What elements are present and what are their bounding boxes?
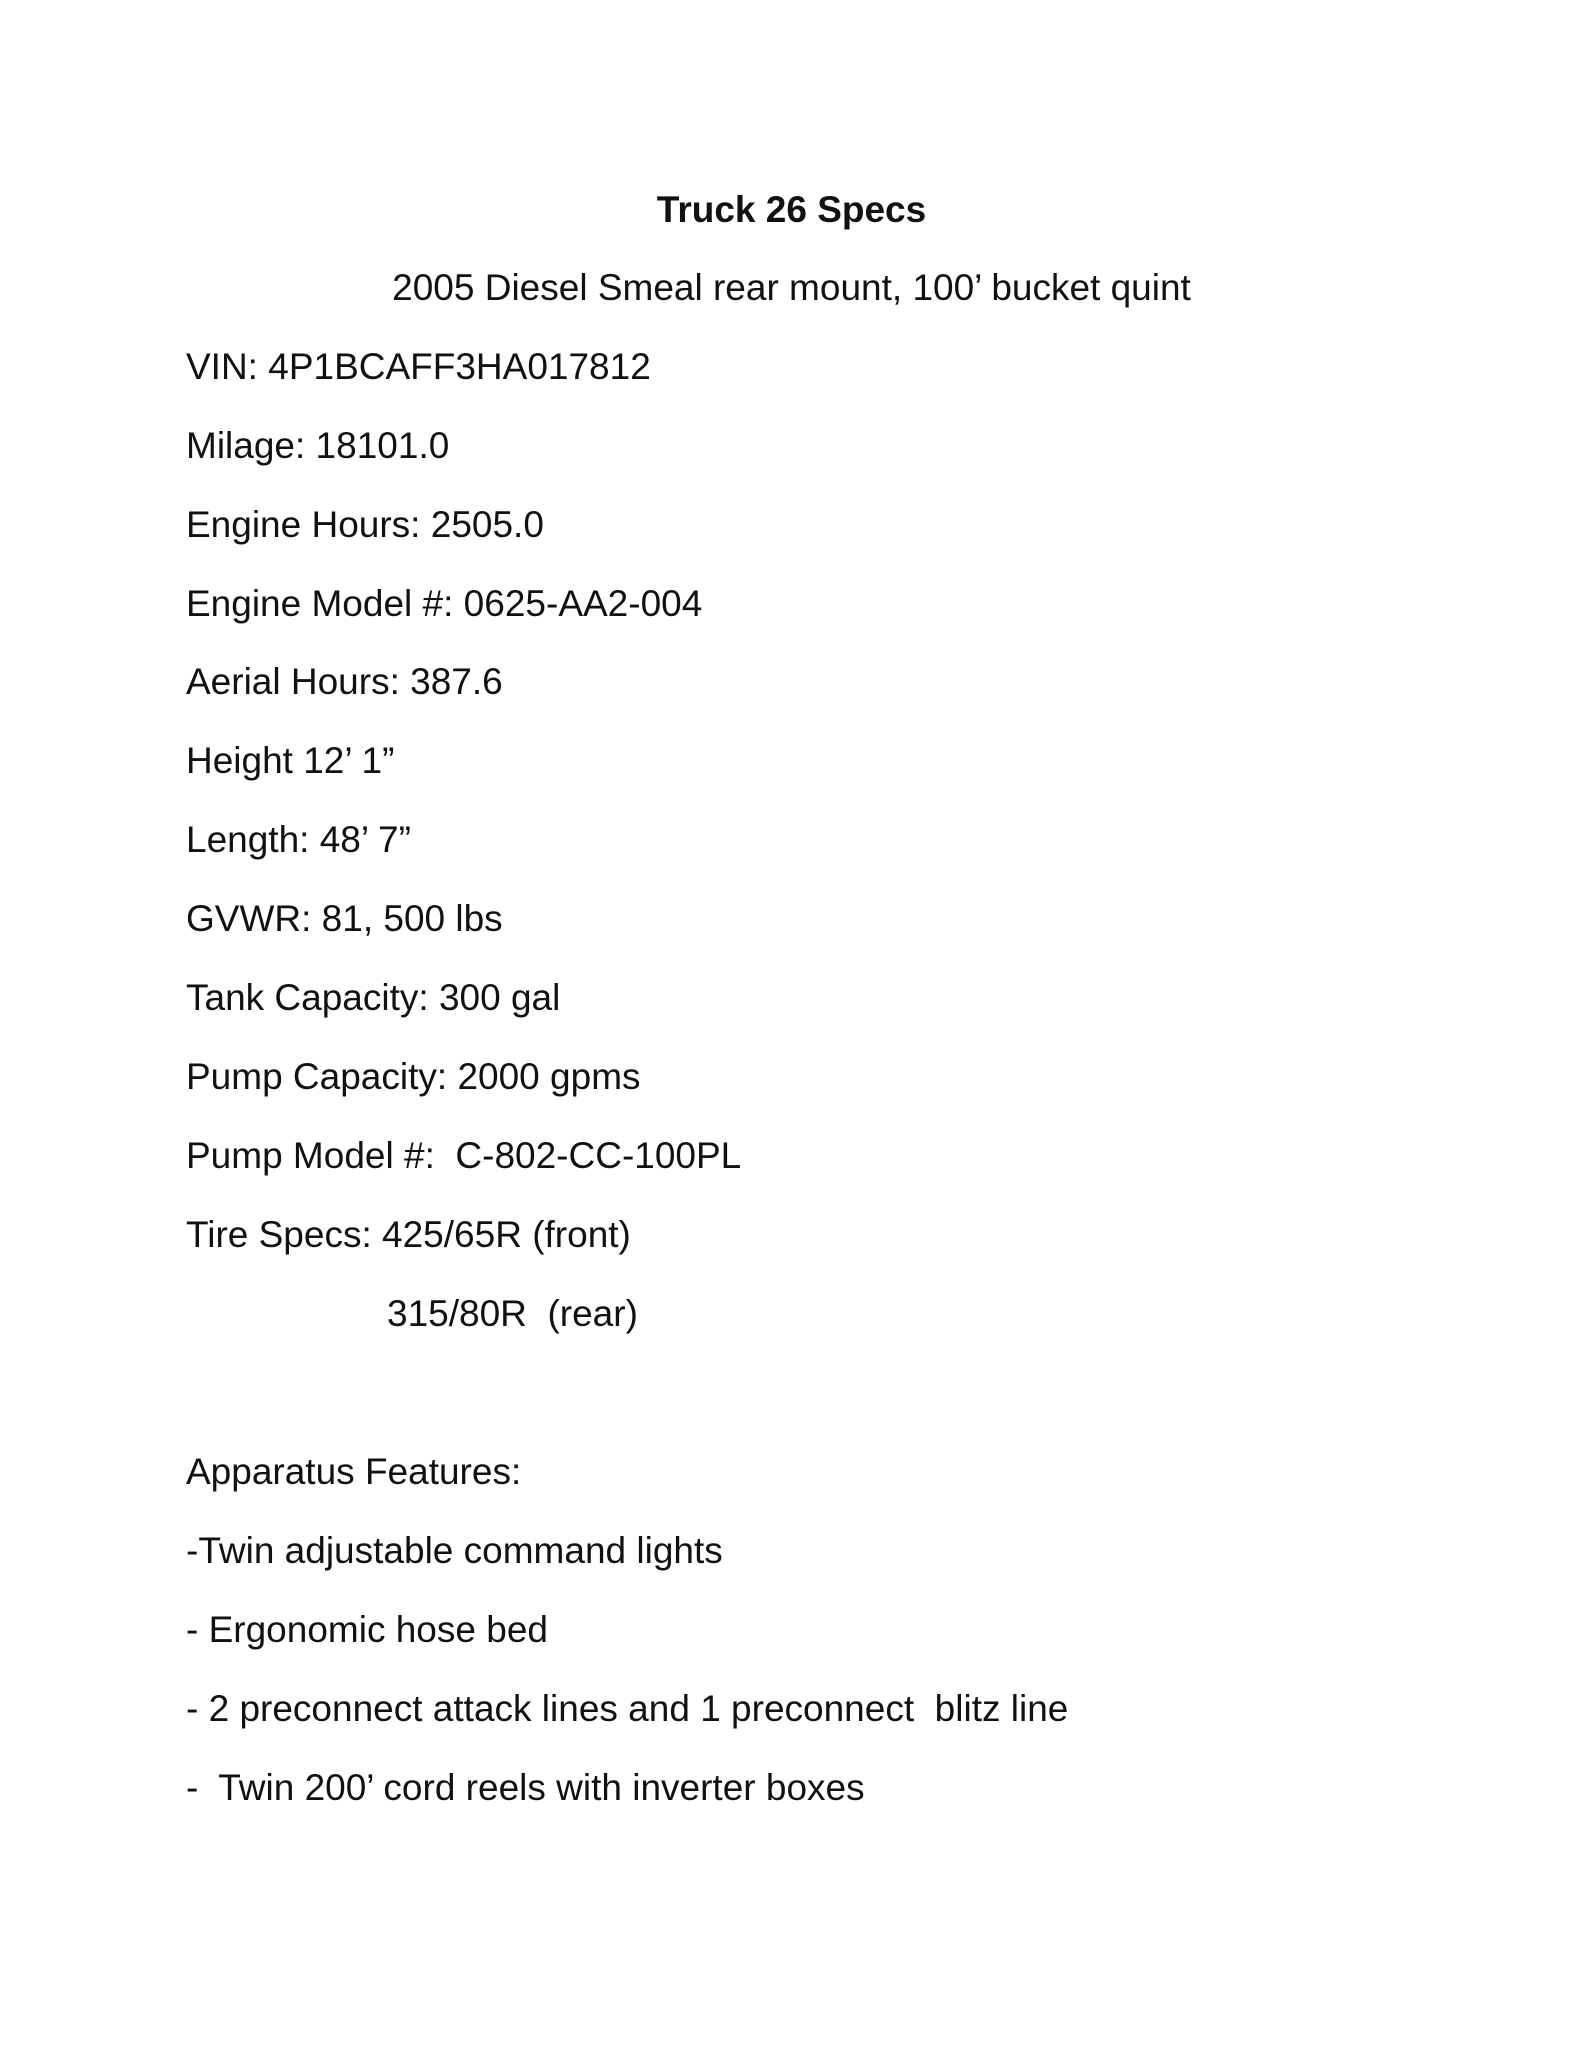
spec-milage: Milage: 18101.0 (186, 425, 450, 466)
spec-pump-capacity: Pump Capacity: 2000 gpms (186, 1056, 641, 1097)
feature-item: - Twin 200’ cord reels with inverter boxes (186, 1767, 865, 1808)
spec-tire-rear: 315/80R (rear) (387, 1293, 638, 1334)
spec-height: Height 12’ 1” (186, 740, 395, 781)
spec-vin: VIN: 4P1BCAFF3HA017812 (186, 346, 651, 387)
spec-engine-model: Engine Model #: 0625-AA2-004 (186, 583, 703, 624)
features-heading: Apparatus Features: (186, 1451, 522, 1492)
spec-pump-model: Pump Model #: C-802-CC-100PL (186, 1135, 742, 1176)
feature-item: - Ergonomic hose bed (186, 1609, 548, 1650)
document-title: Truck 26 Specs (656, 189, 927, 230)
spec-length: Length: 48’ 7” (186, 819, 411, 860)
document-subtitle: 2005 Diesel Smeal rear mount, 100’ bucket quint (392, 267, 1191, 308)
spec-aerial-hours: Aerial Hours: 387.6 (186, 661, 503, 702)
feature-item: - 2 preconnect attack lines and 1 preconnect blitz line (186, 1688, 1069, 1729)
feature-item: -Twin adjustable command lights (186, 1530, 723, 1571)
spec-engine-hours: Engine Hours: 2505.0 (186, 504, 544, 545)
spec-tire-front: Tire Specs: 425/65R (front) (186, 1214, 631, 1255)
spec-tank-capacity: Tank Capacity: 300 gal (186, 977, 561, 1018)
spec-gvwr: GVWR: 81, 500 lbs (186, 898, 503, 939)
